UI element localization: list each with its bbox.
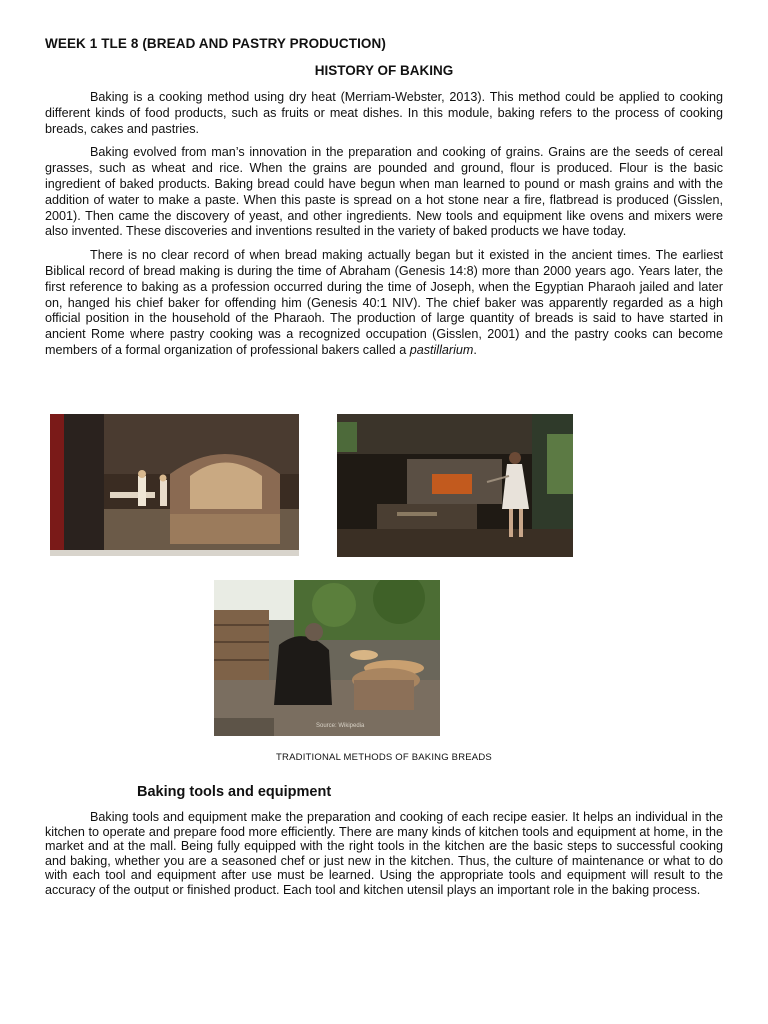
outdoor-oven-photo — [337, 414, 573, 557]
paragraph-2: Baking evolved from man’s innovation in the preparation and cooking of grains. Grains are the seeds of cereal grasses, such as wheat and rice. When the grains are pounded and ground, flour is produced. Flour is the basic ingredient of baked products. Baking bread could have begun when man learned to pound or mash grains and with the addition of water to make a paste. When this paste is spread on a hot stone near a fire, flatbread is produced (Gisslen, 2001). Then came the discovery of yeast, and other ingredients. New tools and equipment like ovens and mixers were also invented. These discoveries and inventions resulted in the variety of baked products we have today. — [45, 145, 723, 239]
figure-caption: TRADITIONAL METHODS OF BAKING BREADS — [276, 752, 492, 763]
document-page — [45, 36, 723, 367]
paragraph-1: Baking is a cooking method using dry heat (Merriam-Webster, 2013). This method could be applied to cooking different kinds of food products, such as fruits or meat dishes. In this module, baking refers to the process of cooking breads, cakes and pastries. — [45, 90, 723, 136]
document-heading: WEEK 1 TLE 8 (BREAD AND PASTRY PRODUCTION) — [45, 36, 386, 51]
section-title: Baking tools and equipment — [137, 784, 332, 800]
paragraph-3-end: . — [473, 342, 477, 357]
photo-watermark: Source: Wikipedia — [316, 723, 365, 729]
paragraph-3 — [45, 248, 723, 359]
section-body — [45, 810, 723, 906]
section-paragraph: Baking tools and equipment make the preparation and cooking of each recipe easier. It helps an individual in the kitchen to operate and prepare food more efficiently. There are many kinds of kitchen tools and equipment at home, in the market and at the mall. Being fully equipped with the right tools in the kitchen are the basic steps to successful cooking and baking, whether you are a seasoned chef or just new in the kitchen. Thus, the culture of maintenance or what to do with each tool and equipment after use must be learned. Using the appropriate tools and equipment will result to the accuracy of the output or finished product. Each tool and kitchen utensil plays an important role in the baking process. — [45, 810, 723, 897]
paragraph-3-text: There is no clear record of when bread making actually began but it existed in the ancient times. The earliest Biblical record of bread making is during the time of Abraham (Genesis 14:8) more than 2000 years ago. Years later, the first reference to baking as a profession occurred during the time of Joseph, when the Egyptian Pharaoh jailed and later on, hanged his chief baker for offending him (Genesis 40:1 NIV). The chief baker was apparently regarded as a high official position in the household of the Pharaoh. The production of large quantity of breads is said to have started in ancient Rome where pastry cooking was a recognized occupation (Gisslen, 2001) and the pastry cooks can become members of a formal organization of professional bakers called a — [45, 248, 723, 357]
document-title: HISTORY OF BAKING — [314, 63, 454, 78]
stone-oven-photo — [214, 580, 440, 736]
diorama-bakery-photo — [50, 414, 299, 556]
paragraph-3-italic-term: pastillarium — [409, 342, 474, 357]
